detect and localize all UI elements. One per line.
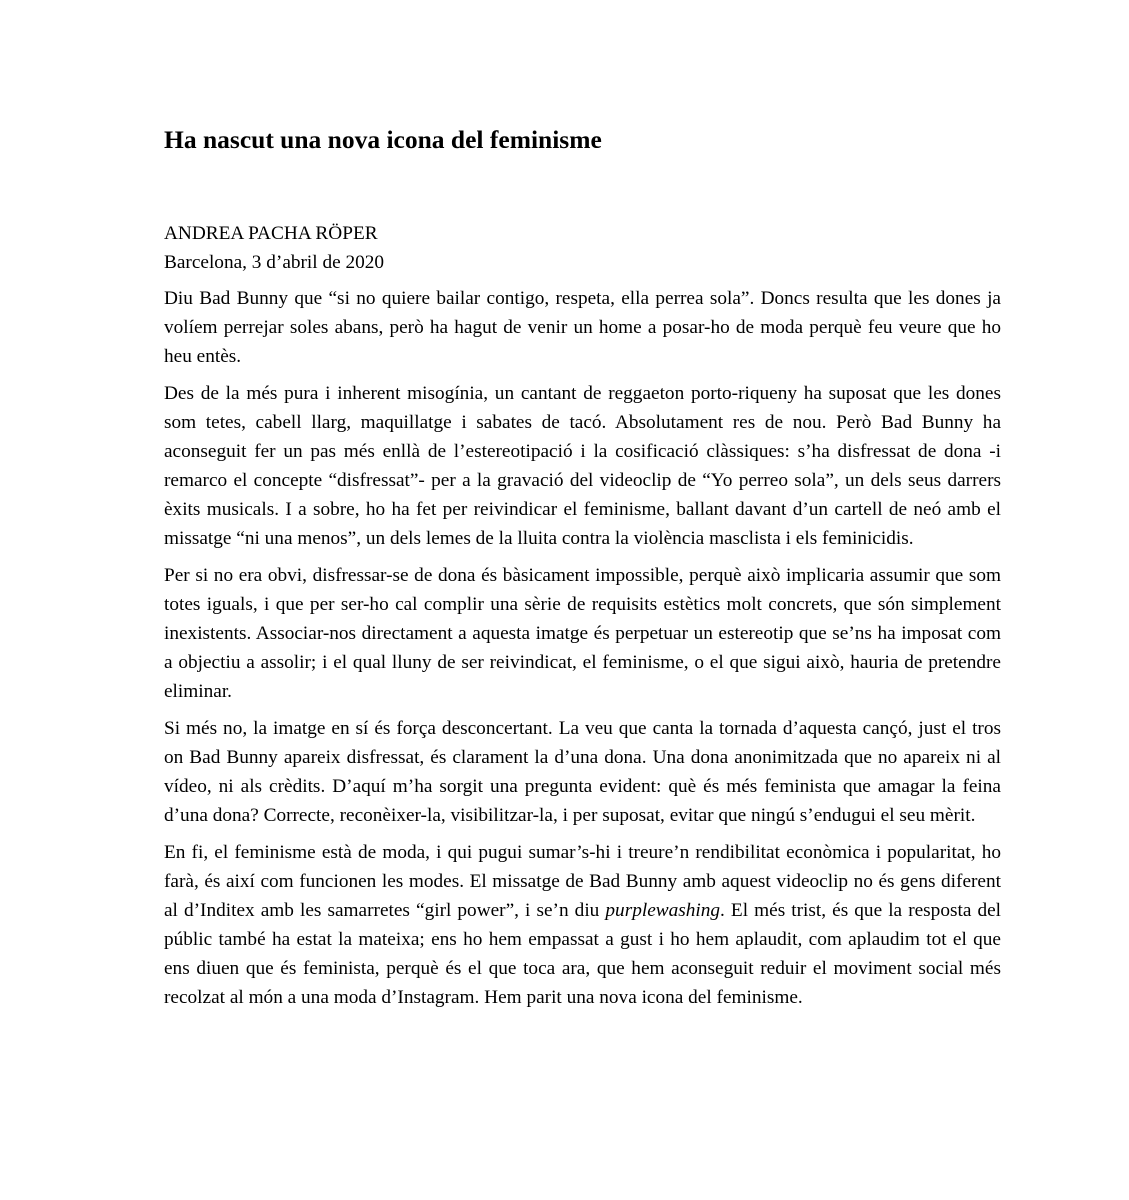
dateline: Barcelona, 3 d’abril de 2020	[164, 252, 385, 273]
paragraph-5-italic-term: purplewashing	[605, 900, 721, 921]
paragraph-4: Si més no, la imatge en sí és força desconcertant. La veu que canta la tornada d’aquesta cançó, just el tros on Bad Bunny apareix disfressat, és clarament la d’una dona. Una dona anonimitzada que no apareix ni al vídeo, ni als crèdits. D’aquí m’ha sorgit una pregunta evident: què és més feminista que amagar la feina d’una dona? Correcte, reconèixer-la, visibilitzar-la, i per suposat, evitar que ningú s’endugui el seu mèrit.	[164, 718, 1001, 826]
paragraph-3: Per si no era obvi, disfressar-se de dona és bàsicament impossible, perquè això implicaria assumir que som totes iguals, i que per ser-ho cal complir una sèrie de requisits estètics molt concrets, que són simplement inexistents. Associar-nos directament a aquesta imatge és perpetuar un estereotip que se’ns ha imposat com a objectiu a assolir; i el qual lluny de ser reivindicat, el feminisme, o el que sigui això, hauria de pretendre eliminar.	[164, 565, 1001, 702]
paragraph-2: Des de la més pura i inherent misogínia, un cantant de reggaeton porto-riqueny ha suposat que les dones som tetes, cabell llarg, maquillatge i sabates de tacó. Absolutament res de nou. Però Bad Bunny ha aconseguit fer un pas més enllà de l’estereotipació i la cosificació clàssiques: s’ha disfressat de dona -i remarco el concepte “disfressat”- per a la gravació del videoclip de “Yo perreo sola”, un dels seus darrers èxits musicals. I a sobre, ho ha fet per reivindicar el feminisme, ballant davant d’un cartell de neó amb el missatge “ni una menos”, un dels lemes de la lluita contra la violència masclista i els feminicidis.	[164, 383, 1001, 549]
paragraph-5-text-start: En fi, el feminisme està de moda, i qui pugui sumar’s-hi i treure’n rendibilitat econòmica i popularitat, ho farà, és així com funcionen les modes. El missatge de Bad Bunny amb aquest videoclip no és gens diferent al d’Inditex amb les samarretes “girl power”, i se’n diu	[164, 842, 1001, 921]
paragraph-5-text-end: . El més trist, és que la resposta del públic també ha estat la mateixa; ens ho hem empassat a gust i ho hem aplaudit, com aplaudim tot el que ens diuen que és feminista, perquè és el que toca ara, que hem aconseguit reduir el moviment social més recolzat al món a una moda d’Instagram. Hem parit una nova icona del feminisme.	[164, 900, 1002, 1008]
article-body	[164, 284, 1001, 1020]
paragraph-1: Diu Bad Bunny que “si no quiere bailar contigo, respeta, ella perrea sola”. Doncs resulta que les dones ja volíem perrejar soles abans, però ha hagut de venir un home a posar-ho de moda perquè feu veure que ho heu entès.	[164, 288, 1001, 367]
article-title: Ha nascut una nova icona del feminisme	[164, 125, 602, 154]
paragraph-5	[164, 838, 1001, 1012]
article-byline	[164, 219, 1001, 277]
author-name: ANDREA PACHA RÖPER	[164, 223, 378, 244]
